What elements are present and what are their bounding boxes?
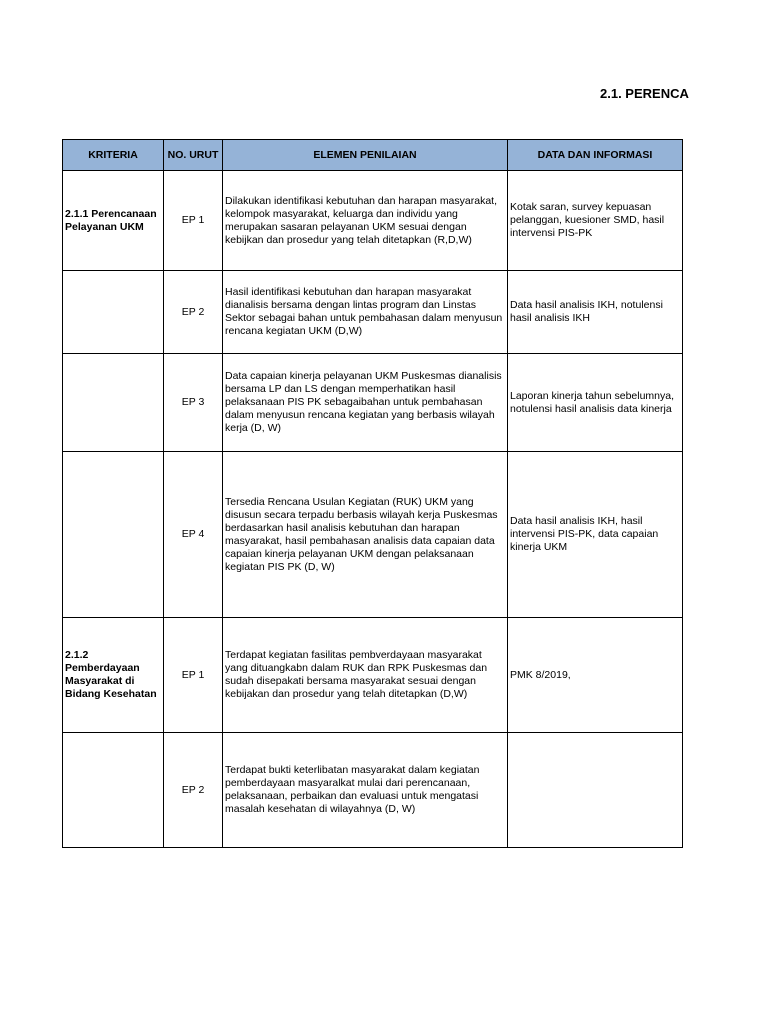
kriteria-cell [63,733,164,848]
header-data-dan-informasi: DATA DAN INFORMASI [508,140,683,171]
elemen-cell: Dilakukan identifikasi kebutuhan dan harapan masyarakat, kelompok masyarakat, keluarga dan individu yang merupakan sasaran pelayanan UKM sesuai dengan kebijkan dan prosedur yang telah ditetapkan (R,D,W) [223,171,508,271]
no-urut-cell: EP 2 [164,733,223,848]
elemen-cell: Hasil identifikasi kebutuhan dan harapan masyarakat dianalisis bersama dengan lintas program dan Linstas Sektor sebagai bahan untuk pembahasan dalam menyusun rencana kegiatan UKM (D,W) [223,271,508,354]
assessment-table [62,139,683,848]
table-row [63,271,683,354]
kriteria-cell [63,452,164,618]
header-elemen-penilaian: ELEMEN PENILAIAN [223,140,508,171]
elemen-cell: Data capaian kinerja pelayanan UKM Puskesmas dianalisis bersama LP dan LS dengan memperhatikan hasil pelaksanaan PIS PK sebagaibahan untuk pembahasan dalam menyusun rencana kegiatan yang berbasis wilayah kerja (D, W) [223,354,508,452]
elemen-cell: Terdapat kegiatan fasilitas pembverdayaan masyarakat yang dituangkabn dalam RUK dan RPK Puskesmas dan sudah disepakati bersama masyarakat sesuai dengan kebijakan dan prosedur yang telah ditetapkan (D,W) [223,618,508,733]
no-urut-cell: EP 4 [164,452,223,618]
elemen-cell: Tersedia Rencana Usulan Kegiatan (RUK) UKM yang disusun secara terpadu berbasis wilayah kerja Puskesmas berdasarkan hasil analisis kebutuhan dan harapan masyarakat, hasil pembahasan analisis data capaian data capaian kinerja pelayanan UKM dengan pelaksanaan kegiatan PIS PK (D, W) [223,452,508,618]
table-row [63,618,683,733]
header-no-urut: NO. URUT [164,140,223,171]
page-title: 2.1. PERENCA [600,86,689,101]
no-urut-cell: EP 2 [164,271,223,354]
table-row [63,733,683,848]
table-header-row [63,140,683,171]
data-cell: Laporan kinerja tahun sebelumnya, notulensi hasil analisis data kinerja [508,354,683,452]
no-urut-cell: EP 3 [164,354,223,452]
kriteria-cell: 2.1.1 Perencanaan Pelayanan UKM [63,171,164,271]
table-row [63,452,683,618]
kriteria-cell [63,354,164,452]
data-cell [508,733,683,848]
data-cell: Data hasil analisis IKH, hasil intervensi PIS-PK, data capaian kinerja UKM [508,452,683,618]
kriteria-cell: 2.1.2 Pemberdayaan Masyarakat di Bidang Kesehatan [63,618,164,733]
table-row [63,171,683,271]
elemen-cell: Terdapat bukti keterlibatan masyarakat dalam kegiatan pemberdayaan masyaralkat mulai dari perencanaan, pelaksanaan, perbaikan dan evaluasi untuk mengatasi masalah kesehatan di wilayahnya (D, W) [223,733,508,848]
table-row [63,354,683,452]
data-cell: Data hasil analisis IKH, notulensi hasil analisis IKH [508,271,683,354]
kriteria-cell [63,271,164,354]
data-cell: PMK 8/2019, [508,618,683,733]
no-urut-cell: EP 1 [164,618,223,733]
header-kriteria: KRITERIA [63,140,164,171]
no-urut-cell: EP 1 [164,171,223,271]
data-cell: Kotak saran, survey kepuasan pelanggan, kuesioner SMD, hasil intervensi PIS-PK [508,171,683,271]
